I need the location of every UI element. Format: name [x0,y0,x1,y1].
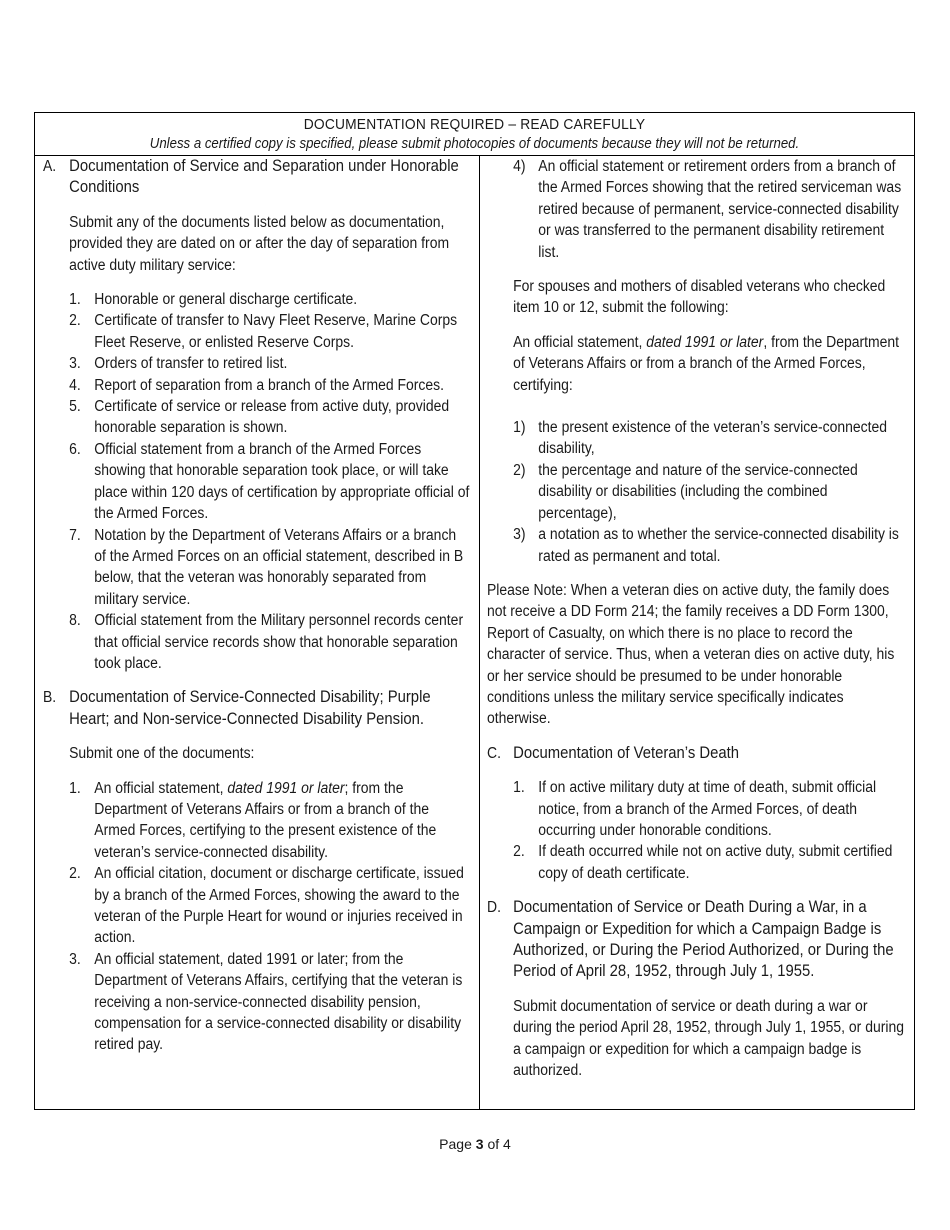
list-item: 2. An official citation, document or discharge certificate, issued by a branch of the Armed Forces, showing the award to the veteran of the Purple Heart for wound or injuries received in action. [69,865,464,947]
list-item: 3. An official statement, dated 1991 or later; from the Department of Veterans Affairs, certifying that the veteran is receiving a non-service-connected disability pension, compensation for a service-connected disability or disability retired pay. [69,950,463,1054]
header-title: DOCUMENTATION REQUIRED – READ CAREFULLY [303,116,646,133]
section-b-label: B. [43,689,57,707]
list-item: 1. An official statement, dated 1991 or later; from the Department of Veterans Affairs or from a branch of the Armed Forces, certifying to the present existence of the veteran’s service-connected disability. [69,779,437,861]
column-divider [479,156,480,1110]
section-d-text: Submit documentation of service or death during a war or during the period April 28, 1952, through July 1, 1955, or during a campaign or expedition for which a campaign badge is authorized. [513,997,904,1080]
section-b [43,687,471,1056]
list-item: 2. Certificate of transfer to Navy Fleet Reserve, Marine Corps Fleet Reserve, or enlisted Reserve Corps. [69,312,458,351]
right-column [487,156,907,1081]
list-item: 1. If on active military duty at time of death, submit official notice, from a branch of the Armed Forces, of death occurring under honorable conditions. [513,779,877,839]
section-d-title: Documentation of Service or Death During a War, in a Campaign or Expedition for which a Campaign Badge is Authorized, or During the Period Authorized, or During the Period of April 28, 1952, through July 1, 1955. [513,898,894,981]
list-item: 7. Notation by the Department of Veterans Affairs or a branch of the Armed Forces on an official statement, described in B below, that the veteran was honorably separated from military service. [69,526,464,608]
section-b-continued [487,156,907,567]
documentation-table [34,112,915,1110]
section-d [487,897,907,1081]
list-item: 1. Honorable or general discharge certificate. [69,291,358,309]
spouses-intro: For spouses and mothers of disabled veterans who checked item 10 or 12, submit the following: [513,278,886,317]
table-header [35,113,914,156]
list-item: 8. Official statement from the Military personnel records center that official service records show that honorable separation took place. [69,612,464,672]
list-item: 6. Official statement from a branch of the Armed Forces showing that honorable separation took place, or will take place within 120 days of certification by appropriate official of the Armed Forces. [69,440,470,523]
list-item: 2. If death occurred while not on active duty, submit certified copy of death certificate. [513,843,893,882]
section-a-intro: Submit any of the documents listed below as documentation, provided they are dated on or after the day of separation from active duty military service: [69,213,450,274]
header-subtitle: Unless a certified copy is specified, please submit photocopies of documents because they will not be returned. [149,135,800,152]
section-a [43,156,471,674]
section-a-label: A. [43,158,57,175]
section-c-label: C. [487,744,501,762]
section-c [487,743,907,884]
list-item: 4) An official statement or retirement orders from a branch of the Armed Forces showing that the retired serviceman was retired because of permanent, service-connected disability or was transferred to the permanent disability retirement list. [513,158,902,261]
list-item: 4. Report of separation from a branch of the Armed Forces. [69,376,445,394]
list-item: 1) the present existence of the veteran’s service-connected disability, [513,419,888,458]
section-b-title: Documentation of Service-Connected Disability; Purple Heart; and Non-service-Connected Disability Pension. [69,688,431,728]
list-item: 3. Orders of transfer to retired list. [69,355,288,373]
official-statement: An official statement, dated 1991 or later, from the Department of Veterans Affairs or from a branch of the Armed Forces, certifying: [513,333,900,394]
page-number: Page 3 of 4 [439,1136,511,1152]
list-item: 3) a notation as to whether the service-connected disability is rated as permanent and total. [513,526,899,565]
section-c-title: Documentation of Veteran’s Death [513,743,740,762]
left-column [43,156,471,1056]
list-item: 5. Certificate of service or release from active duty, provided honorable separation is shown. [69,398,450,437]
section-d-label: D. [487,899,501,917]
list-item: 2) the percentage and nature of the service-connected disability or disabilities (including the combined percentage), [513,461,858,522]
section-a-title: Documentation of Service and Separation under Honorable Conditions [69,157,459,197]
please-note: Please Note: When a veteran dies on active duty, the family does not receive a DD Form 214; the family receives a DD Form 1300, Report of Casualty, on which there is no place to record the character of service. Thus, when a veteran dies on active duty, his or her service should be presumed to be under honorable conditions unless the military service specifically indicates otherwise. [487,581,895,728]
section-b-intro: Submit one of the documents: [69,745,255,763]
